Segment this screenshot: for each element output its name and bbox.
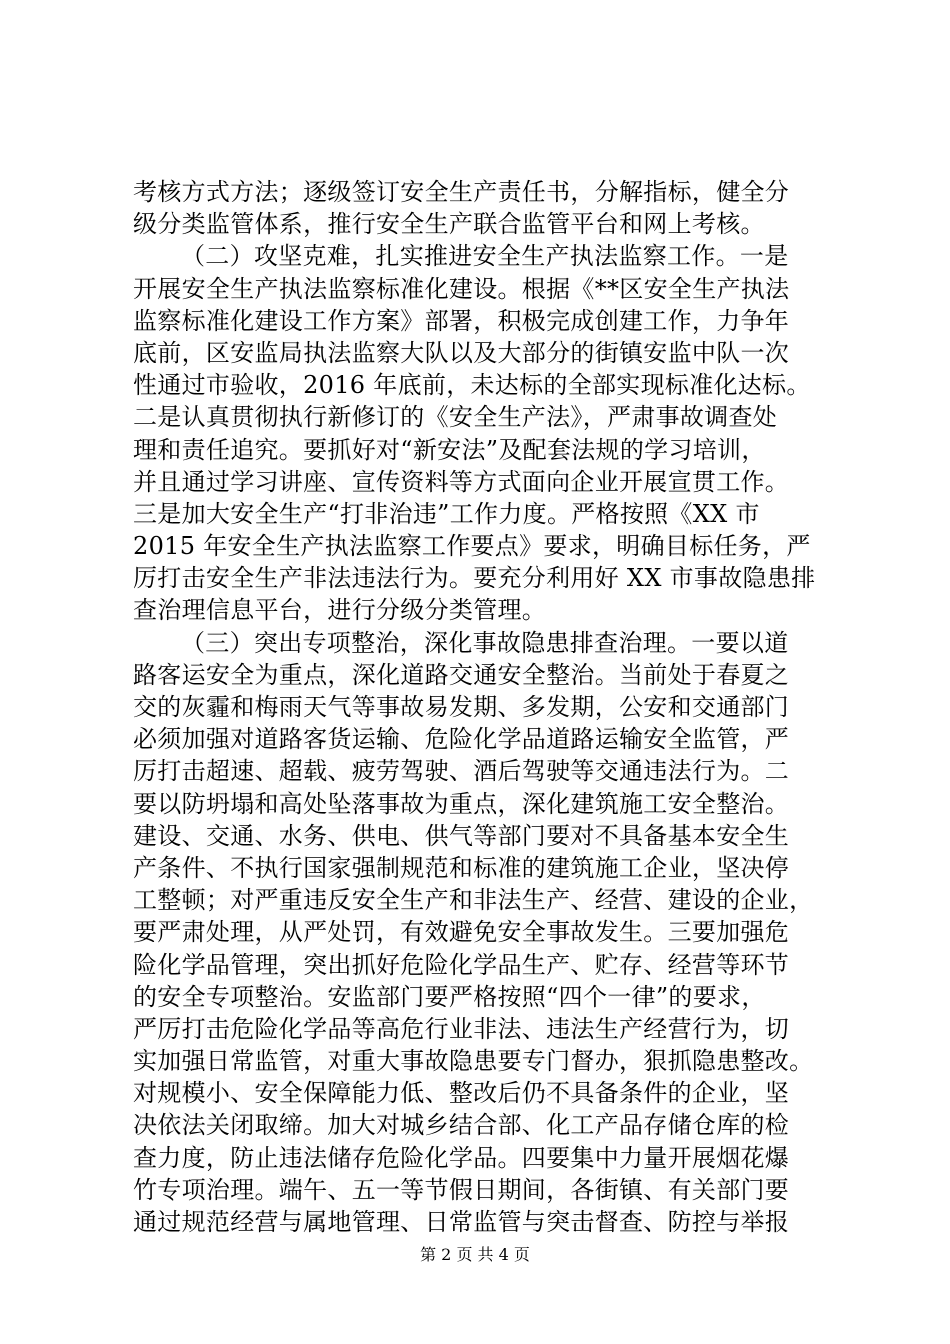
text-line: 开展安全生产执法监察标准化建设。根据《**区安全生产执法 bbox=[133, 274, 790, 303]
text-line: 对规模小、安全保障能力低、整改后仍不具备条件的企业，坚 bbox=[133, 1079, 790, 1108]
text-line: 厉打击安全生产非法违法行为。要充分利用好 XX 市事故隐患排 bbox=[133, 564, 816, 593]
page-number: 第 2 页 共 4 页 bbox=[420, 1245, 530, 1264]
text-line: 性通过市验收，2016 年底前，未达标的全部实现标准化达标。 bbox=[133, 371, 811, 400]
text-line: 通过规范经营与属地管理、日常监管与突击督查、防控与举报 bbox=[133, 1208, 790, 1236]
text-line: 工整顿；对严重违反安全生产和非法生产、经营、建设的企业， bbox=[133, 886, 814, 915]
text-line: 要以防坍塌和高处坠落事故为重点，深化建筑施工安全整治。 bbox=[133, 789, 790, 818]
text-line: 并且通过学习讲座、宣传资料等方式面向企业开展宣贯工作。 bbox=[133, 467, 790, 496]
text-line: 决依法关闭取缔。加大对城乡结合部、化工产品存储仓库的检 bbox=[133, 1111, 790, 1140]
text-line: 竹专项治理。端午、五一等节假日期间，各街镇、有关部门要 bbox=[133, 1175, 790, 1204]
paragraph-start-line: （三）突出专项整治，深化事故隐患排查治理。一要以道 bbox=[181, 628, 789, 657]
text-line: 理和责任追究。要抓好对“新安法”及配套法规的学习培训， bbox=[133, 435, 766, 464]
text-line: 查力度，防止违法储存危险化学品。四要集中力量开展烟花爆 bbox=[133, 1143, 790, 1172]
text-line: 实加强日常监管，对重大事故隐患要专门督办，狠抓隐患整改。 bbox=[133, 1047, 814, 1076]
text-line: 交的灰霾和梅雨天气等事故易发期、多发期，公安和交通部门 bbox=[133, 693, 790, 721]
text-line: 厉打击超速、超载、疲劳驾驶、酒后驾驶等交通违法行为。二 bbox=[133, 757, 790, 786]
text-line: 建设、交通、水务、供电、供气等部门要对不具备基本安全生 bbox=[133, 821, 790, 850]
text-line: 级分类监管体系，推行安全生产联合监管平台和网上考核。 bbox=[133, 210, 765, 239]
text-line: 三是加大安全生产“打非治违”工作力度。严格按照《XX 市 bbox=[133, 499, 760, 528]
text-line: 产条件、不执行国家强制规范和标准的建筑施工企业，坚决停 bbox=[133, 853, 790, 882]
text-line: 查治理信息平台，进行分级分类管理。 bbox=[133, 596, 547, 625]
text-line: 路客运安全为重点，深化道路交通安全整治。当前处于春夏之 bbox=[133, 660, 790, 689]
text-line: 考核方式方法；逐级签订安全生产责任书，分解指标，健全分 bbox=[133, 178, 790, 206]
text-line: 要严肃处理，从严处罚，有效避免安全事故发生。三要加强危 bbox=[133, 918, 790, 947]
text-line: 严厉打击危险化学品等高危行业非法、违法生产经营行为，切 bbox=[133, 1014, 790, 1043]
text-line: 监察标准化建设工作方案》部署，积极完成创建工作，力争年 bbox=[133, 306, 790, 335]
text-line: 的安全专项整治。安监部门要严格按照“四个一律”的要求， bbox=[133, 982, 766, 1011]
paragraph-start-line: （二）攻坚克难，扎实推进安全生产执法监察工作。一是 bbox=[181, 242, 789, 271]
text-line: 底前，区安监局执法监察大队以及大部分的街镇安监中队一次 bbox=[133, 338, 790, 367]
text-line: 险化学品管理，突出抓好危险化学品生产、贮存、经营等环节 bbox=[133, 950, 790, 979]
text-line: 二是认真贯彻执行新修订的《安全生产法》，严肃事故调查处 bbox=[133, 403, 778, 432]
text-line: 2015 年安全生产执法监察工作要点》要求，明确目标任务，严 bbox=[133, 532, 811, 561]
page-footer bbox=[0, 1245, 950, 1265]
text-line: 必须加强对道路客货运输、危险化学品道路运输安全监管，严 bbox=[133, 725, 790, 754]
body-text bbox=[133, 176, 853, 1238]
